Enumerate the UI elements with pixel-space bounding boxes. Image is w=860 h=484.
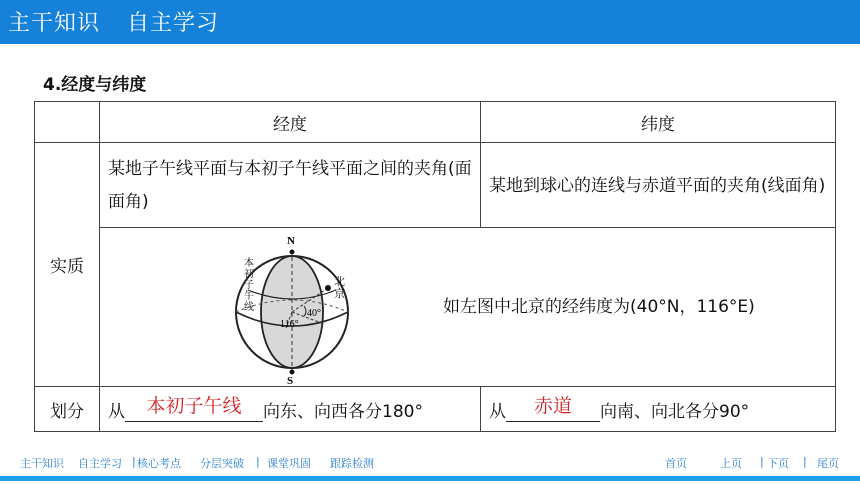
footer-divider: |: [760, 455, 764, 468]
prev-page-button[interactable]: 上页: [720, 457, 742, 470]
column-header-latitude: 纬度: [481, 102, 836, 143]
top-header-bar: [0, 0, 860, 44]
first-page-button[interactable]: 首页: [665, 457, 687, 470]
row-label-division: 划分: [35, 387, 100, 432]
latitude-definition: 某地到球心的连线与赤道平面的夹角(线面角): [481, 143, 836, 228]
footer-link-layered[interactable]: 分层突破: [200, 457, 244, 470]
label-south: S: [287, 375, 294, 384]
next-page-button[interactable]: 下页: [767, 457, 789, 470]
footer-divider: |: [256, 455, 260, 468]
header-tab-self-study[interactable]: 自主学习: [127, 11, 220, 36]
footer-link-tracking-test[interactable]: 跟踪检测: [330, 457, 374, 470]
footer-navigation: [0, 452, 860, 474]
figure-caption: 如左图中北京的经纬度为(40°N，116°E): [443, 297, 755, 317]
footer-link-self-study[interactable]: 自主学习: [78, 457, 122, 470]
label-prime-meridian: 本初子午线: [244, 258, 254, 313]
column-header-longitude: 经度: [100, 102, 481, 143]
row-label-essence: 实质: [35, 143, 100, 387]
comparison-table: [34, 101, 836, 432]
footer-link-class-consolidation[interactable]: 课堂巩固: [267, 457, 311, 470]
label-angle-116: 116°: [280, 319, 299, 330]
label-angle-40: 40°: [307, 308, 321, 319]
table-corner-cell: [35, 102, 100, 143]
answer-prime-meridian: 本初子午线: [146, 394, 242, 417]
footer-link-core-points[interactable]: 核心考点: [137, 457, 181, 470]
label-north: N: [287, 235, 295, 247]
div-lat-prefix: 从: [489, 401, 506, 422]
label-beijing: 北京: [334, 275, 345, 300]
longitude-division: [100, 387, 481, 432]
latitude-division: [481, 387, 836, 432]
div-lat-suffix: 向南、向北各分90°: [600, 401, 750, 422]
blank-latitude: [506, 394, 600, 422]
blank-longitude: [125, 394, 263, 422]
last-page-button[interactable]: 尾页: [817, 457, 839, 470]
header-tab-main-knowledge[interactable]: 主干知识: [8, 11, 101, 36]
longitude-definition: 某地子午线平面与本初子午线平面之间的夹角(面面角): [100, 143, 481, 228]
div-long-suffix: 向东、向西各分180°: [263, 401, 423, 422]
div-long-prefix: 从: [108, 401, 125, 422]
section-title: 4.经度与纬度: [43, 75, 147, 95]
footer-link-main-knowledge[interactable]: 主干知识: [20, 457, 64, 470]
bottom-accent-line: [0, 476, 860, 481]
figure-cell: [100, 228, 836, 387]
footer-divider: |: [132, 455, 136, 468]
answer-equator: 赤道: [533, 394, 572, 417]
footer-divider: |: [803, 455, 807, 468]
